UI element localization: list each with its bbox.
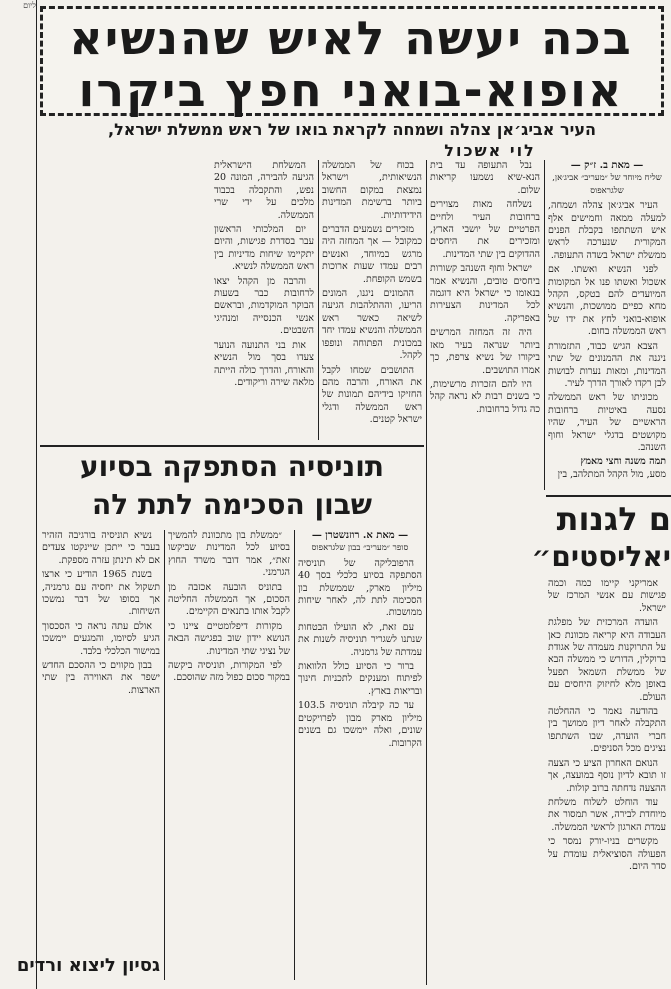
main-article-col-right (548, 160, 666, 485)
paragraph: היה זה המחזה המרשים ביותר שנראה בעיר מאז ביקורו של נשיא צרפת, כך אמרו התושבים. (430, 327, 540, 376)
paragraph: מקורות דיפלומטיים ציינו כי הנושא יידון שוב בפגישה הבאה של נציגי שתי המדינות. (168, 620, 290, 657)
paragraph: אמריקני קיימו כמה וכמה פגישות עם אנשי המרכז של ישראל. (548, 578, 666, 614)
article-divider (40, 445, 424, 447)
article2-headline: תוניסיה הסתפקה בסיוע (80, 450, 384, 483)
paragraph: בתוניס הובעה אכזבה מן הסכום, אך הממשלה החליטה לקבל אותו בתנאים הקיימים. (168, 581, 290, 618)
paragraph: בכוח של הממשלה הנשיאותית, וישראל נמצאת במקום החשוב ביותר ברשימת המדינות הידידותיות. (322, 160, 422, 221)
bottom-headline: גסיון ליצוא ורדים (16, 955, 160, 976)
paragraph: הצבא הגיש כבוד, התזמורת ניגנה את ההמנונים של שתי המדינות, ומאות נערות לבושות לבן רקדו לאורך הדרך לעיר. (548, 340, 666, 389)
paragraph: נשלחה מאות מצוירים ברחובות העיר ולחיים הפרטיים של יושבי הארץ, ומזכירים את היחסים ההדוקים בין שתי המדינות. (430, 199, 540, 260)
subbyline: שליח מיוחד של ״מעריב״ אביג׳אן, שלגראפוס (552, 173, 662, 196)
paragraph: יום המלכותי הראשון עבר בסדרת פגישות, והיום יתקיימו שיחות מדיניות בין ראש הממשלה לנשיא. (214, 224, 314, 273)
byline: — מאת ב. ז״ק — (570, 160, 644, 171)
paragraph: עוד הוחלט לשלוח משלחת מיוחדת לבירה, אשר תמסור את עמדת הארגון לראשי הממשלה. (548, 796, 666, 833)
paragraph: הועדה המרכזית של מפלגת העבודה היא קריאה מכוונת כאן על התרוקנות מעמדה של אגודת ברוקלין, הדורש כי ממשלה הבא של ממשלת השמאל תפעל באופן מלא לחיזוק היחסים עם העולם. (548, 617, 666, 703)
paragraph: ההמונים ניגנו, המונים הריעו, וההתלהבות הגיעה לשיאה כאשר ראש הממשלה והנשיא עמדו יחד במכונית הפתוחה ונופפו לקהל. (322, 288, 422, 362)
column-rule (544, 160, 545, 490)
paragraph: אות בני התנועה הנוער צעדו בסך מול הנשיא והאורח, והדרך כולה הייתה מלאה שירה וריקודים. (214, 339, 314, 388)
small-heading: תמה משנה וחצי מאמץ (580, 456, 666, 468)
paragraph: העיר אביג׳אן צהלה ושמחה, למעלה ממאה וחמישים אלף איש השתתפו בקבלת הפנים המקורית שנערכה לראש ממשלת ישראל בשדה התעופה. (548, 200, 666, 261)
main-article-col-center (322, 160, 422, 450)
article-divider (546, 495, 671, 497)
paragraph: ישראל וחוף השנהב קשורות ביחסים טובים, והנשיא אמר בנאומו כי ישראל היא דוגמה לכל המדינות הצעירות באפריקה. (430, 263, 540, 324)
paragraph: נבל התעופה עד בית הנא-שיא נשמעו קריאות שלום. (430, 160, 540, 196)
main-article-col-left (214, 160, 314, 440)
paragraph: ברור כי הסיוע כולל הלוואות לפיתוח ומענקים לתכניות חינוך ובריאות בארץ. (298, 661, 422, 697)
paragraph: נשיא תוניסיה בורגיבה הזהיר בעבר כי ייתכן שיינקטו צעדים אם לא תינתן עזרה מספקת. (42, 530, 160, 566)
paragraph: והרבה מן הקהל יצאו לרחובות כבר בשעות הבוקר המוקדמות, ובראשם אנשי הכנסייה ומנהיגי השבטים. (214, 275, 314, 337)
article2-subbyline: סופר ״מעריב״ בבון שלגראפוס (311, 543, 409, 554)
paragraph: מכוניתו של ראש הממשלה נסעה באיטיות ברחובות הראשיים של העיר, שהיו מקושטים בדגלי ישראל וחוף השנהב. (548, 392, 666, 453)
paragraph: התושבים שמחו לקבל את האורח, והרבה מהם החזיקו בידיהם תמונות של ראש הממשלה ודגלי ישראל קטנים. (322, 364, 422, 426)
subheadline-line-2: לוי אשכול (444, 141, 536, 160)
paragraph: עם זאת, לא הועילו הבטחות שנתנו לשגריר תוניסיה לשנות את עמדתה של גרמניה. (298, 621, 422, 658)
paragraph: עד כה קיבלה תוניסיה 103.5 מיליון מארק מבון לפרויקטים שונים, ואלה יימשכו גם בשנים הקרובות. (298, 700, 422, 749)
headline-line-2: אופוא-בואני חפץ ביקרו (78, 63, 624, 117)
article2-col-2 (168, 530, 290, 970)
masthead-fragment: ליום (23, 1, 36, 10)
paragraph: מקשרים בניו-יורק נמסר כי הפעולה הסוציאלית עומדת על סדר היום. (548, 836, 666, 872)
column-rule (164, 530, 165, 980)
paragraph: בהודעה נאמר כי ההחלטה התקבלה לאחר דיון ממושך בין חברי הועדה, שבו השתתפו נציגים מכל הסניפים. (548, 706, 666, 755)
paragraph: לפי המקורות, תוניסיה ביקשה במקור סכום כפול מזה שהוסכם. (168, 660, 290, 684)
paragraph: בבון מקווים כי ההסכם החדש ישפר את האווירה בין שתי הארצות. (42, 660, 160, 696)
paragraph: הרפובליקה של תוניסיה הסתפקה בסיוע כלכלי בסך 40 מיליון מארק, שממשלת בון הסכימה לתת לה, לאחר שיחות ממושכות. (298, 557, 422, 619)
column-rule (426, 160, 427, 985)
article2-byline: — מאת א. רוזנשטרן — (311, 530, 409, 541)
headline-box (40, 6, 664, 116)
right-article-headline-1: ם לגנות (556, 500, 671, 538)
main-article-col-mid-right (430, 160, 540, 960)
paragraph: המשלחת הישראלית הגיעה להבירה, המונה 20 נפש, והתקבלה בכבוד מלכים על ידי שרי הממשלה. (214, 160, 314, 221)
paragraph: ״ממשלת בון מתכוונת להמשיך בסיוע לכל המדינות שביקשו זאת״, אמר דובר משרד החוץ הגרמני. (168, 530, 290, 579)
article2-col-3 (42, 530, 160, 910)
article2-col-1 (298, 530, 422, 970)
article2-subheadline: שבון הסכימה לתת לה (91, 488, 372, 521)
paragraph: אולם עתה נראה כי הסכסוך הגיע לסיומו, והמגעים יימשכו במישור הכלכלי בלבד. (42, 620, 160, 657)
column-rule (294, 530, 295, 980)
paragraph: הנואם האחרון הציע כי הצעה זו תובא לדיון נוסף במועצה, אך ההצעה נדחתה ברוב קולות. (548, 757, 666, 794)
right-article-body (548, 578, 666, 983)
headline-line-1: בכה יעשה לאיש שהנשיא (69, 11, 633, 65)
column-rule (318, 160, 319, 440)
paragraph: מזכירים נשמעים הדברים כמקובל — אך המחזה היה מרגש במיוחד, ואנשים רבים עמדו שעות ארוכות בשמש הקופחת. (322, 224, 422, 285)
subheadline-line-1: העיר אביג׳אן צהלה ושמחה לקראת בואו של ראש ממשלת ישראל, (108, 120, 596, 139)
column-rule (36, 0, 37, 989)
paragraph: בשנת 1965 הודיע כי ארצו תשקול את יחסיה עם גרמניה, אך בסופו של דבר נמשכו השיחות. (42, 569, 160, 618)
left-edge-strip (0, 0, 36, 989)
paragraph: מסע, מול הקהל המתלהב, בין (557, 468, 666, 480)
paragraph: היו להם הזכרות מרשימות, כי בשנים רבות לא נראה קהל כה גדול ברחובות. (430, 378, 540, 415)
paragraph: לפני הנשיא ואשתו. אם אשכול ואשתו פנו אל המקומות המיועדים להם בטקס, הקהל מחא כפיים ממושכות, והנשיא אופוא-בואני לחץ את ידו של ראש הממשלה בחום. (548, 264, 666, 338)
right-article-headline-2: יאליסטים״ (531, 540, 671, 573)
